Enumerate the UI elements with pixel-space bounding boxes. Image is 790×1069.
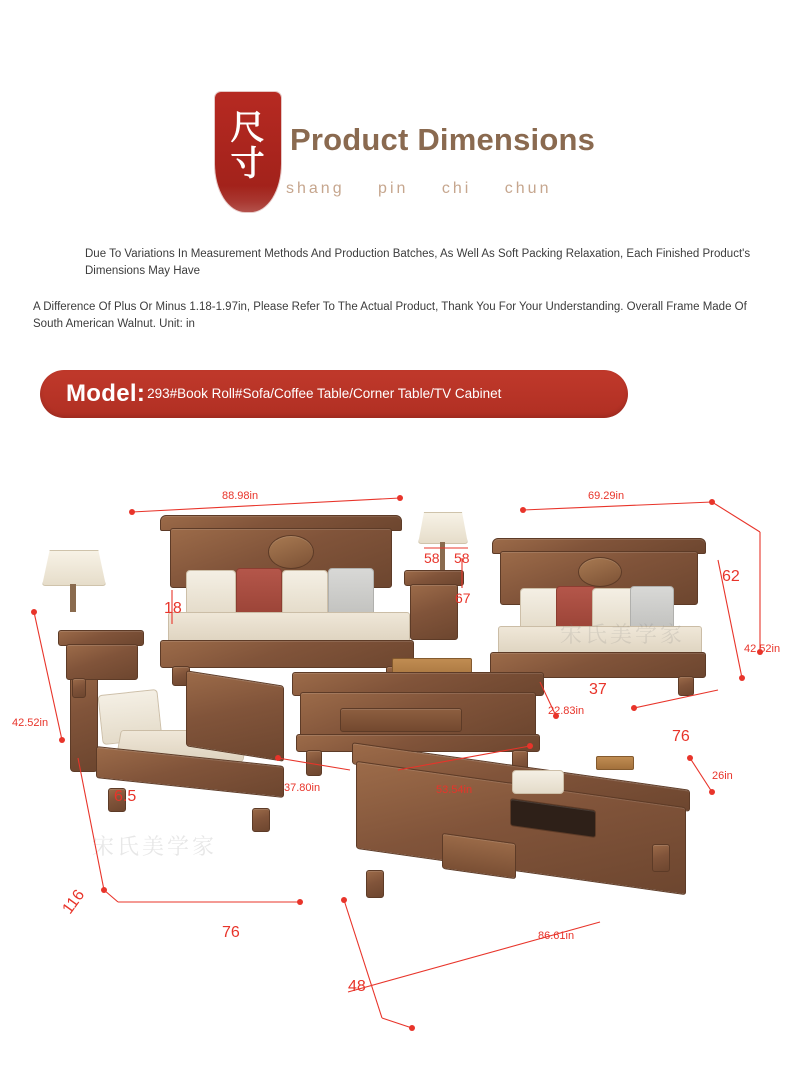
- page-title: Product Dimensions: [290, 122, 596, 157]
- model-value: 293#Book Roll#Sofa/Coffee Table/Corner Table/TV Cabinet: [147, 386, 502, 401]
- dim-three-seat-arm: 18: [164, 600, 182, 617]
- pinyin-1: shang: [286, 180, 345, 197]
- page-header: [0, 0, 790, 236]
- dim-two-seat-height: 62: [722, 568, 740, 585]
- pinyin-4: chun: [504, 180, 552, 197]
- model-label: Model:: [66, 380, 146, 407]
- pinyin-2: pin: [378, 180, 409, 197]
- dimension-diagram: [0, 440, 790, 1060]
- dim-tv-cabinet-height: 48: [348, 978, 366, 995]
- watermark-right: 宋氏美学家: [560, 622, 686, 647]
- dim-two-seat-base: 76: [672, 728, 690, 745]
- note-line-1: Due To Variations In Measurement Methods And Production Batches, As Well As Soft Packing Relaxation, Each Finished Product's Dimensions May Have: [85, 248, 751, 277]
- dim-single-seat-width: 76: [222, 924, 240, 941]
- seal-char-top: 尺: [230, 110, 266, 148]
- dim-coffee-table-width: 53.54in: [436, 784, 473, 796]
- seal-char-bottom: 寸: [230, 146, 266, 183]
- dim-single-seat-arm: 6.5: [114, 788, 137, 805]
- watermark-left: 宋氏美学家: [92, 834, 218, 859]
- dim-single-seat-height: 116: [59, 886, 89, 918]
- disclaimer-notes: [33, 246, 759, 333]
- dimension-lines: [0, 440, 790, 1060]
- dim-single-seat-depth: 42.52in: [12, 717, 49, 729]
- pinyin-3: chi: [441, 180, 472, 197]
- dim-three-seat-width: 88.98in: [222, 490, 259, 502]
- dim-corner-table-b: 58: [454, 550, 470, 566]
- dim-corner-table-c: 67: [455, 590, 471, 606]
- dim-two-seat-small: 37: [589, 681, 607, 698]
- dim-tv-cabinet-width: 86.61in: [538, 930, 575, 942]
- dim-two-seat-depth: 42.52in: [744, 643, 781, 655]
- dim-two-seat-width: 69.29in: [588, 490, 625, 502]
- page-subtitle-pinyin: [286, 180, 577, 198]
- seal-stamp-icon: [215, 92, 281, 212]
- note-line-2: A Difference Of Plus Or Minus 1.18-1.97in, Please Refer To The Actual Product, Thank You For Your Understanding. Overall Frame Made Of South American Walnut. Unit: in: [33, 301, 747, 331]
- dim-corner-table-a: 58: [424, 550, 440, 566]
- model-banner: [40, 370, 628, 418]
- dim-tv-cabinet-depth: 26in: [712, 770, 733, 782]
- dim-coffee-table-depth: 37.80in: [284, 782, 321, 794]
- dim-coffee-table-side: 22.83in: [548, 705, 585, 717]
